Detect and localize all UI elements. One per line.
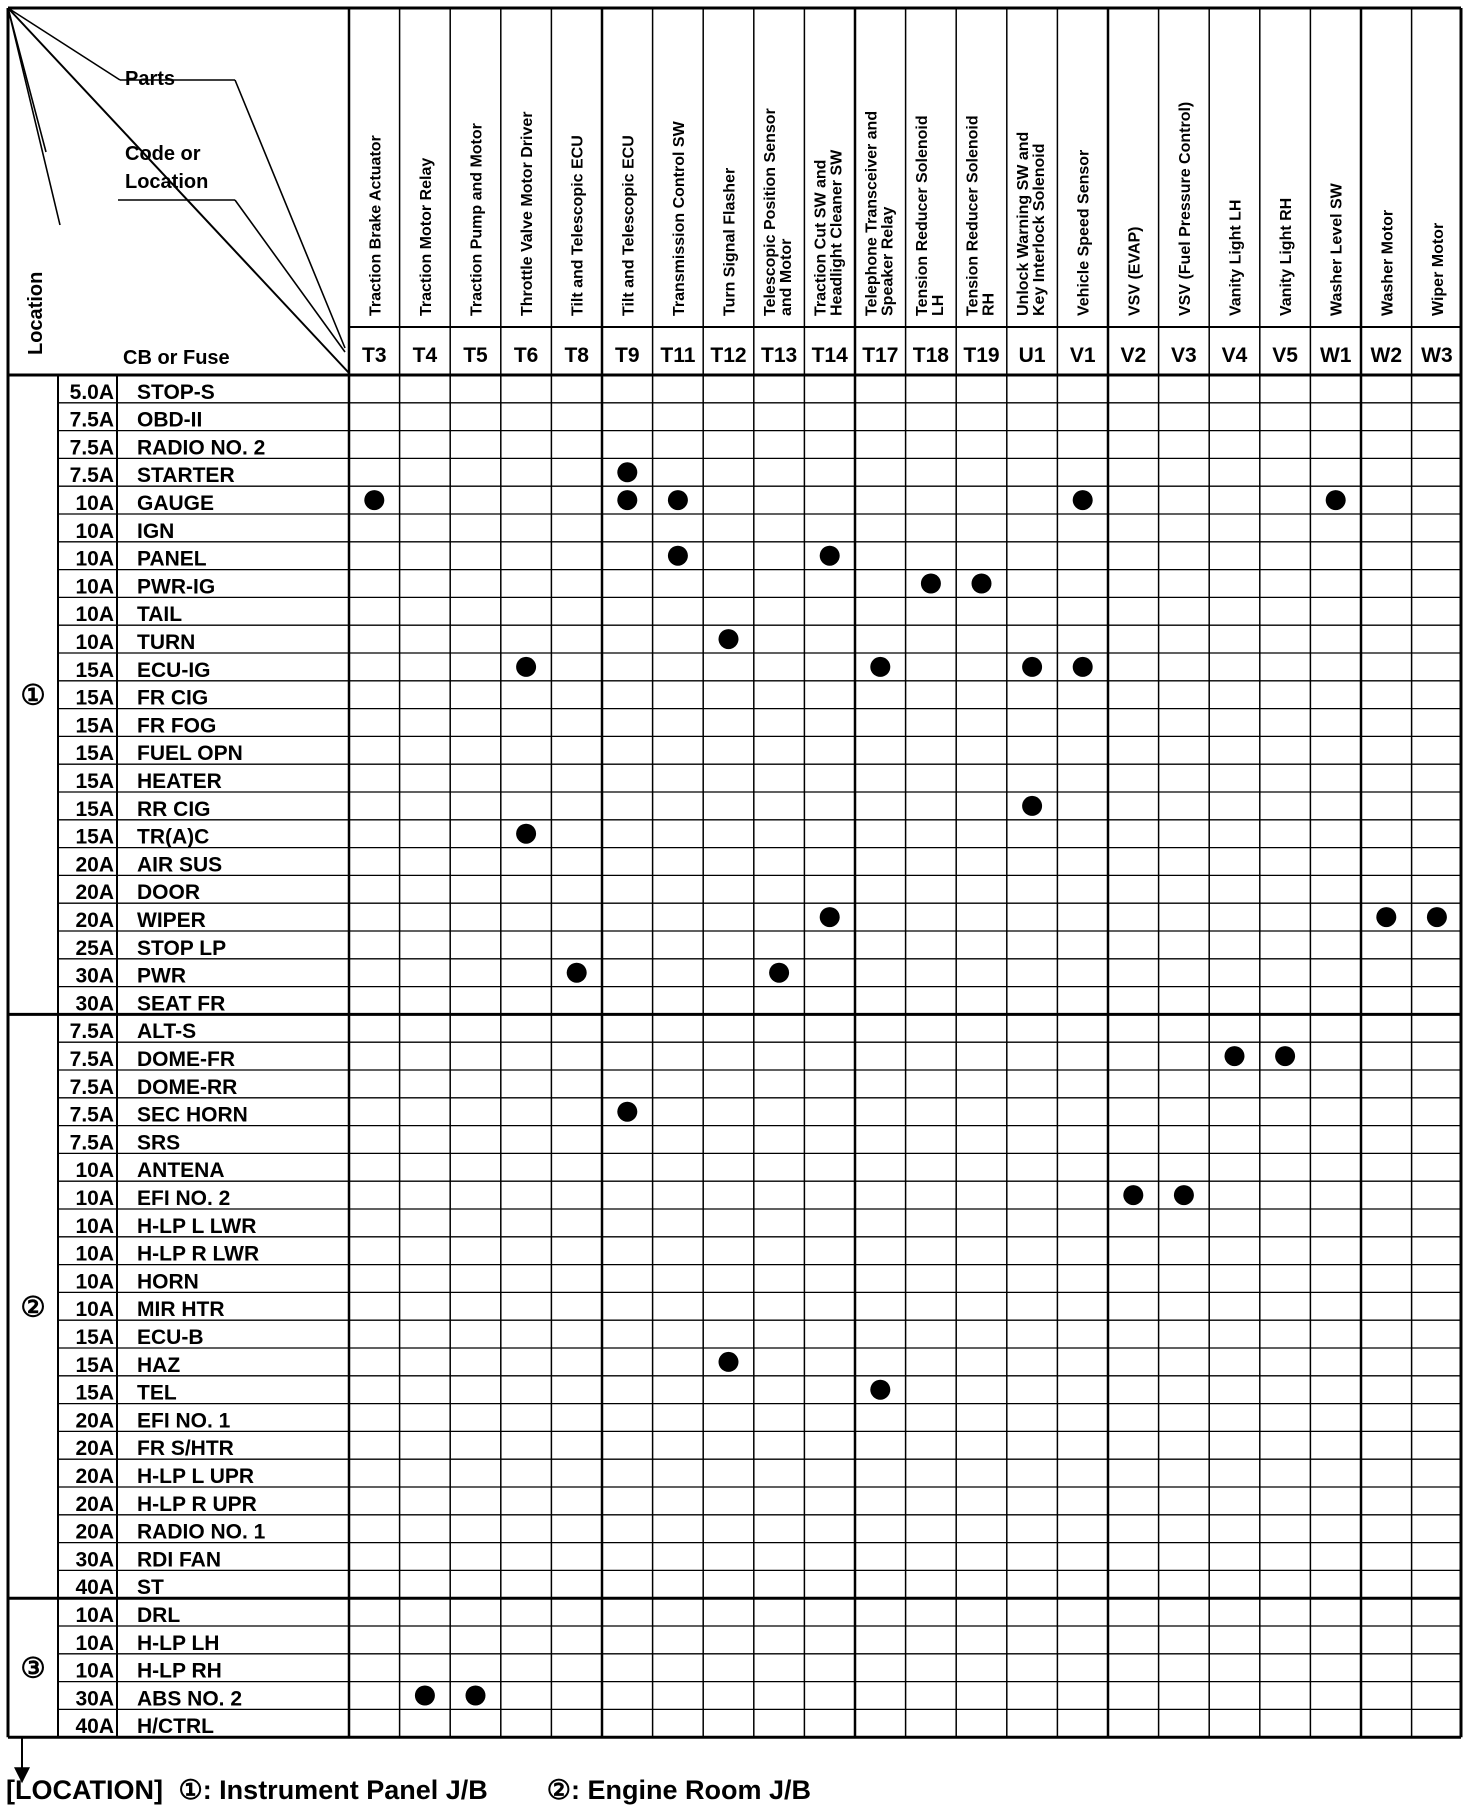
fuse-name: SRS (137, 1131, 181, 1155)
connection-dot-V1 (1073, 657, 1093, 677)
fuse-name: DOME-RR (137, 1075, 238, 1099)
part-label-T14-line1: Traction Cut SW and (812, 159, 830, 316)
location-marker-1: ① (20, 679, 46, 711)
part-code-T17: T17 (862, 344, 899, 367)
fuse-name: TURN (137, 631, 196, 654)
part-label-T5: Traction Pump and Motor (468, 123, 486, 316)
part-label-T11: Transmission Control SW (670, 121, 688, 316)
fuse-amperage: 20A (75, 1409, 114, 1433)
part-label-T9: Tilt and Telescopic ECU (620, 135, 638, 316)
fuse-name: H-LP R LWR (137, 1242, 260, 1266)
fuse-amperage: 30A (75, 1548, 114, 1572)
location-marker-2: ② (20, 1291, 46, 1323)
fuse-name: PWR-IG (137, 575, 216, 599)
part-label-U1-line2: Key Interlock Solenoid (1031, 143, 1049, 316)
part-label-T14-line2: Headlight Cleaner SW (828, 149, 846, 316)
part-label-T19-line2: RH (980, 292, 998, 316)
fuse-name: ECU-B (137, 1326, 204, 1349)
part-label-V4: Vanity Light LH (1227, 199, 1245, 316)
connection-dot-V2 (1123, 1185, 1143, 1205)
part-code-V5: V5 (1272, 344, 1298, 367)
part-label-T8: Tilt and Telescopic ECU (569, 135, 587, 316)
location-marker-3: ③ (20, 1652, 46, 1684)
corner-diagonal-3 (8, 8, 60, 225)
part-label-V5: Vanity Light RH (1278, 197, 1296, 316)
fuse-amperage: 10A (75, 1631, 114, 1655)
fuse-name: DRL (137, 1604, 181, 1627)
part-code-W1: W1 (1319, 344, 1352, 367)
part-label-V3: VSV (Fuel Pressure Control) (1176, 101, 1194, 316)
fuse-name: ANTENA (137, 1159, 225, 1183)
fuse-amperage: 30A (75, 964, 114, 988)
fuse-name: MIR HTR (137, 1298, 225, 1322)
fuse-amperage: 20A (75, 853, 114, 877)
fuse-amperage: 15A (75, 797, 114, 821)
part-code-V3: V3 (1171, 344, 1197, 367)
part-label-T12: Turn Signal Flasher (721, 167, 739, 316)
fuse-name: ECU-IG (137, 658, 211, 682)
fuse-amperage: 10A (75, 1270, 114, 1294)
part-code-T9: T9 (615, 344, 640, 367)
cb-or-fuse-label: CB or Fuse (123, 347, 230, 369)
connection-dot-V3 (1174, 1185, 1194, 1205)
fuse-amperage: 15A (75, 686, 114, 710)
connection-dot-T12 (719, 629, 739, 649)
connection-dot-T8 (567, 963, 587, 983)
part-label-V2: VSV (EVAP) (1126, 226, 1144, 316)
part-code-T5: T5 (463, 344, 488, 367)
connection-dot-T14 (820, 907, 840, 927)
part-code-T13: T13 (761, 344, 798, 367)
fuse-name: H-LP R UPR (137, 1492, 257, 1516)
fuse-name: TEL (137, 1381, 177, 1405)
fuse-amperage: 10A (75, 1604, 114, 1627)
part-label-T17-line2: Speaker Relay (879, 206, 897, 316)
connection-dot-T19 (972, 574, 992, 594)
fuse-name: SEC HORN (137, 1103, 248, 1127)
connection-dot-T12 (719, 1352, 739, 1372)
part-label-T13-line2: and Motor (778, 238, 796, 316)
fuse-name: TR(A)C (137, 825, 210, 849)
fuse-amperage: 15A (75, 714, 114, 738)
fuse-amperage: 10A (75, 1242, 114, 1266)
fuse-name: AIR SUS (137, 853, 223, 877)
connection-dot-W3 (1427, 907, 1447, 927)
part-label-T6: Throttle Valve Motor Driver (519, 111, 537, 316)
fuse-name: RADIO NO. 2 (137, 436, 266, 460)
connection-dot-U1 (1022, 657, 1042, 677)
part-label-V1: Vehicle Speed Sensor (1075, 149, 1093, 316)
parts-leader-d (235, 80, 345, 348)
connection-dot-T18 (921, 574, 941, 594)
part-code-V2: V2 (1120, 344, 1147, 367)
fuse-amperage: 15A (75, 1381, 114, 1405)
fuse-amperage: 15A (75, 825, 114, 849)
fuse-name: FUEL OPN (137, 742, 243, 766)
parts-label: Parts (125, 68, 176, 90)
location-legend (6, 1775, 819, 1806)
fuse-name: DOOR (137, 881, 200, 905)
connection-dot-T3 (364, 490, 384, 510)
fuse-name: STOP LP (137, 936, 227, 960)
fuse-amperage: 7.5A (69, 1075, 114, 1099)
part-label-W3: Wiper Motor (1429, 222, 1447, 316)
part-label-T3: Traction Brake Actuator (367, 135, 385, 316)
fuse-amperage: 10A (75, 519, 114, 543)
fuse-amperage: 40A (75, 1715, 114, 1739)
fuse-amperage: 10A (75, 1214, 114, 1238)
part-label-T4: Traction Motor Relay (417, 157, 435, 316)
fuse-name: GAUGE (137, 492, 215, 515)
fuse-name: EFI NO. 1 (137, 1409, 231, 1433)
part-code-T4: T4 (412, 344, 438, 367)
fuse-amperage: 5.0A (69, 380, 114, 404)
connection-dot-V1 (1073, 490, 1093, 510)
part-label-T18-line1: Tension Reducer Solenoid (913, 115, 931, 316)
part-code-W3: W3 (1421, 344, 1453, 367)
part-label-U1-line1: Unlock Warning SW and (1015, 131, 1033, 316)
fuse-name: ABS NO. 2 (137, 1687, 243, 1711)
fuse-name: PANEL (137, 547, 207, 571)
legend-prefix: [LOCATION] (6, 1775, 163, 1805)
fuse-amperage: 30A (75, 1687, 114, 1711)
connection-dot-T9 (617, 462, 637, 482)
fuse-name: EFI NO. 2 (137, 1187, 231, 1210)
fuse-name: SEAT FR (137, 992, 226, 1016)
connection-dot-T5 (466, 1686, 486, 1706)
part-label-T13-line1: Telescopic Position Sensor (762, 108, 780, 316)
part-code-T8: T8 (564, 344, 589, 367)
fuse-name: H-LP L LWR (137, 1214, 257, 1238)
legend-item-instrument-panel: ①: Instrument Panel J/B (178, 1775, 488, 1805)
part-code-W2: W2 (1370, 344, 1403, 367)
legend-item-engine-room: ②: Engine Room J/B (546, 1775, 811, 1805)
part-code-V1: V1 (1069, 344, 1096, 367)
fuse-amperage: 10A (75, 1187, 114, 1210)
code-leader-d (235, 200, 345, 352)
fuse-name: STARTER (137, 464, 235, 488)
fuse-name: HEATER (137, 770, 222, 793)
part-label-T18-line2: LH (929, 294, 947, 316)
fuse-amperage: 30A (75, 992, 114, 1016)
fuse-name: FR S/HTR (137, 1437, 234, 1461)
fuse-name: TAIL (137, 603, 183, 627)
fuse-name: RR CIG (137, 797, 211, 821)
connection-dot-T13 (769, 963, 789, 983)
part-label-W2: Washer Motor (1379, 209, 1397, 316)
part-label-T19-line1: Tension Reducer Solenoid (964, 115, 982, 316)
fuse-amperage: 20A (75, 1492, 114, 1516)
fuse-amperage: 10A (75, 603, 114, 627)
fuse-amperage: 20A (75, 1437, 114, 1461)
connection-dot-T4 (415, 1686, 435, 1706)
fuse-amperage: 40A (75, 1576, 114, 1600)
fuse-name: OBD-II (137, 408, 203, 432)
fuse-name: HAZ (137, 1353, 181, 1377)
connection-dot-U1 (1022, 796, 1042, 816)
fuse-amperage: 7.5A (69, 1131, 114, 1155)
part-code-T19: T19 (963, 344, 1000, 367)
fuse-amperage: 20A (75, 1465, 114, 1488)
fuse-name: STOP-S (137, 380, 215, 404)
part-code-T3: T3 (362, 344, 387, 367)
fuse-amperage: 10A (75, 547, 114, 571)
part-code-T18: T18 (912, 344, 949, 367)
fuse-amperage: 25A (75, 936, 114, 960)
connection-dot-T14 (820, 546, 840, 566)
fuse-name: ST (137, 1576, 164, 1600)
fuse-name: RADIO NO. 1 (137, 1520, 266, 1544)
code-or-location-label: Code or (125, 143, 201, 165)
connection-dot-T9 (617, 1102, 637, 1122)
fuse-name: PWR (137, 964, 186, 988)
fuse-amperage: 15A (75, 1353, 114, 1377)
part-code-T14: T14 (811, 344, 848, 367)
fuse-amperage: 7.5A (69, 464, 114, 488)
fuse-name: FR FOG (137, 714, 217, 738)
fuse-name: ALT-S (137, 1020, 197, 1044)
fuse-name: H-LP LH (137, 1631, 220, 1655)
fuse-amperage: 7.5A (69, 1048, 114, 1071)
fuse-name: H-LP RH (137, 1659, 222, 1683)
part-label-W1: Washer Level SW (1328, 183, 1346, 316)
fuse-amperage: 15A (75, 658, 114, 682)
connection-dot-V5 (1275, 1046, 1295, 1066)
connection-dot-W1 (1326, 490, 1346, 510)
connection-dot-W2 (1376, 907, 1396, 927)
fuse-amperage: 20A (75, 881, 114, 905)
connection-dot-T17 (870, 1380, 890, 1400)
part-code-T6: T6 (513, 344, 539, 367)
fuse-amperage: 7.5A (69, 1103, 114, 1127)
part-code-T12: T12 (710, 344, 747, 367)
fuse-amperage: 15A (75, 770, 114, 793)
fuse-amperage: 10A (75, 631, 114, 654)
connection-dot-T6 (516, 824, 536, 844)
fuse-amperage: 10A (75, 1298, 114, 1322)
fuse-amperage: 15A (75, 1326, 114, 1349)
part-label-T17-line1: Telephone Transceiver and (863, 110, 881, 316)
connection-dot-T11 (668, 490, 688, 510)
fuse-name: HORN (137, 1270, 199, 1294)
fuse-amperage: 10A (75, 492, 114, 515)
code-or-location-label: Location (125, 171, 209, 193)
fuse-amperage: 7.5A (69, 436, 114, 460)
fuse-amperage: 10A (75, 1159, 114, 1183)
fuse-amperage: 20A (75, 1520, 114, 1544)
location-label: Location (25, 271, 47, 355)
connection-dot-T17 (870, 657, 890, 677)
fuse-name: FR CIG (137, 686, 209, 710)
fuse-amperage: 15A (75, 742, 114, 766)
fuse-amperage: 7.5A (69, 1020, 114, 1044)
fuse-name: DOME-FR (137, 1048, 235, 1071)
fuse-name: WIPER (137, 909, 206, 932)
connection-dot-T6 (516, 657, 536, 677)
fuse-amperage: 10A (75, 1659, 114, 1683)
fuse-name: IGN (137, 519, 175, 543)
fuse-amperage: 20A (75, 909, 114, 932)
fuse-name: H-LP L UPR (137, 1465, 255, 1488)
connection-dot-V4 (1225, 1046, 1245, 1066)
part-code-T11: T11 (660, 344, 696, 367)
connection-dot-T11 (668, 546, 688, 566)
fuse-name: H/CTRL (137, 1715, 214, 1739)
part-code-V4: V4 (1221, 344, 1248, 367)
connection-dot-T9 (617, 490, 637, 510)
part-code-U1: U1 (1018, 344, 1046, 367)
fuse-amperage: 10A (75, 575, 114, 599)
fuse-name: RDI FAN (137, 1548, 221, 1572)
fuse-amperage: 7.5A (69, 408, 114, 432)
